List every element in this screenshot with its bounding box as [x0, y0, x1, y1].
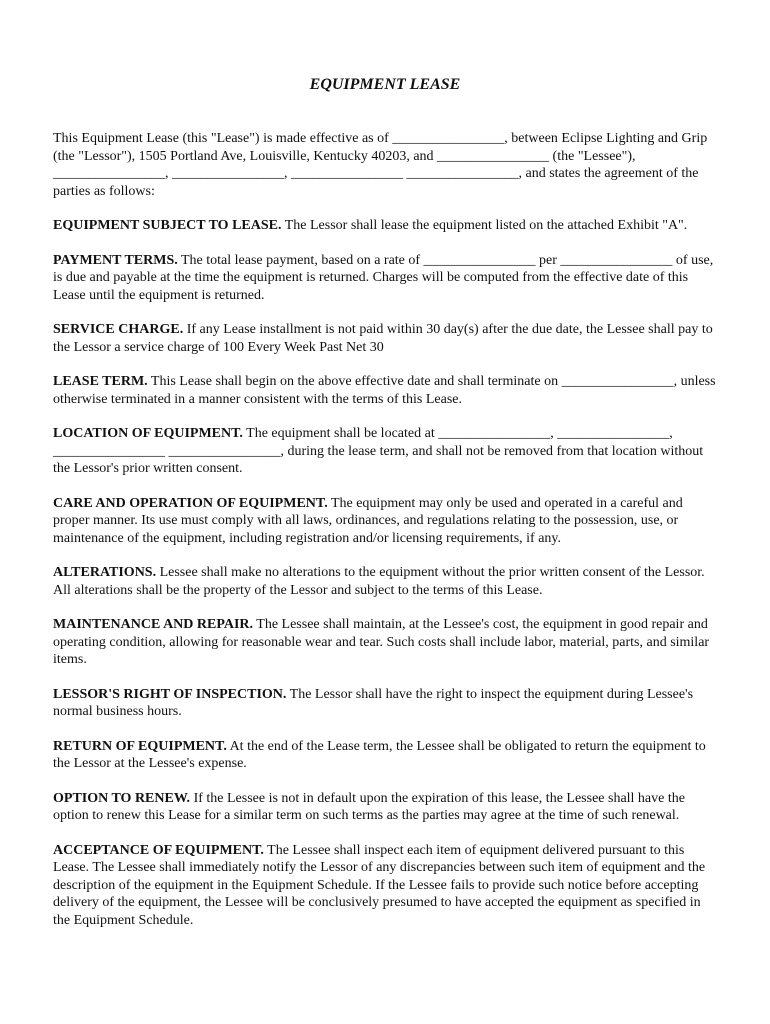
section-location-of-equipment [53, 425, 717, 478]
section-text: Lessee shall make no alterations to the equipment without the prior written consent of the Lessor. All alterations shall be the property of the Lessor and subject to the terms of this Lease. [53, 565, 705, 598]
section-text: The Lessee shall inspect each item of equipment delivered pursuant to this Lease. The Lessee shall immediately notify the Lessor of any discrepancies between such item of equipment and the description of the equipment in the Equipment Schedule. If the Lessee fails to provide such notice before accepting delivery of the equipment, the Lessee will be conclusively presumed to have accepted the equipment as specified in the Equipment Schedule. [53, 842, 706, 928]
section-text: At the end of the Lease term, the Lessee shall be obligated to return the equipment to the Lessor at the Lessee's expense. [53, 738, 706, 771]
section-text: The total lease payment, based on a rate of ________________ per ________________ of use, is due and payable at the time the equipment is returned. Charges will be computed from the effective date of this Lease until the equipment is returned. [53, 252, 714, 303]
section-heading: ACCEPTANCE OF EQUIPMENT. [53, 842, 264, 858]
document-body [53, 130, 717, 946]
section-text: If any Lease installment is not paid within 30 day(s) after the due date, the Lessee shall pay to the Lessor a service charge of 100 Every Week Past Net 30 [53, 322, 713, 355]
section-text: This Lease shall begin on the above effective date and shall terminate on ________________, unless otherwise terminated in a manner consistent with the terms of this Lease. [53, 374, 716, 407]
section-heading: MAINTENANCE AND REPAIR. [53, 617, 254, 632]
section-heading: SERVICE CHARGE. [53, 322, 184, 337]
section-text: The Lessor shall have the right to inspect the equipment during Lessee's normal business hours. [53, 686, 694, 719]
section-text: The equipment shall be located at ________________, ________________, ________________ ________________, during the lease term, and shall not be removed from that location without the Lessor's prior written consent. [53, 426, 704, 476]
section-equipment-subject-to-lease [53, 217, 717, 235]
section-service-charge [53, 321, 717, 356]
intro-paragraph: This Equipment Lease (this "Lease") is made effective as of ________________, between Eclipse Lighting and Grip (the "Lessor"), 1505 Portland Ave, Louisville, Kentucky 40203, and ________________ (the "Lessee"), ________________, ________________, ________________ ________________, and states the agreement of the parties as follows: [53, 131, 708, 199]
section-heading: PAYMENT TERMS. [53, 252, 178, 268]
section-return-of-equipment [53, 738, 717, 773]
section-heading: LOCATION OF EQUIPMENT. [53, 426, 243, 441]
section-alterations [53, 564, 717, 599]
section-heading: OPTION TO RENEW. [53, 790, 191, 806]
section-care-and-operation [53, 495, 717, 548]
section-heading: LEASE TERM. [53, 374, 148, 389]
section-text: If the Lessee is not in default upon the expiration of this lease, the Lessee shall have the option to renew this Lease for a similar term on such terms as the parties may agree at the time of such renewal. [53, 790, 685, 823]
section-heading: CARE AND OPERATION OF EQUIPMENT. [53, 495, 328, 511]
section-lease-term [53, 373, 717, 408]
document-title: EQUIPMENT LEASE [309, 76, 461, 93]
section-acceptance-of-equipment [53, 842, 717, 930]
section-heading: EQUIPMENT SUBJECT TO LEASE. [53, 218, 282, 233]
section-heading: LESSOR'S RIGHT OF INSPECTION. [53, 686, 287, 702]
section-payment-terms [53, 252, 717, 305]
section-text: The equipment may only be used and operated in a careful and proper manner. Its use must comply with all laws, ordinances, and regulations relating to the possession, use, or maintenance of the equipment, including registration and/or licensing requirements, if any. [53, 495, 683, 546]
section-text: The Lessee shall maintain, at the Lessee's cost, the equipment in good repair and operating condition, allowing for reasonable wear and tear. Such costs shall include labor, material, parts, and similar items. [53, 617, 710, 667]
section-text: The Lessor shall lease the equipment listed on the attached Exhibit "A". [281, 218, 688, 233]
section-heading: RETURN OF EQUIPMENT. [53, 738, 227, 754]
section-option-to-renew [53, 790, 717, 825]
section-maintenance-and-repair [53, 616, 717, 669]
section-heading: ALTERATIONS. [53, 565, 157, 580]
section-right-of-inspection [53, 686, 717, 721]
